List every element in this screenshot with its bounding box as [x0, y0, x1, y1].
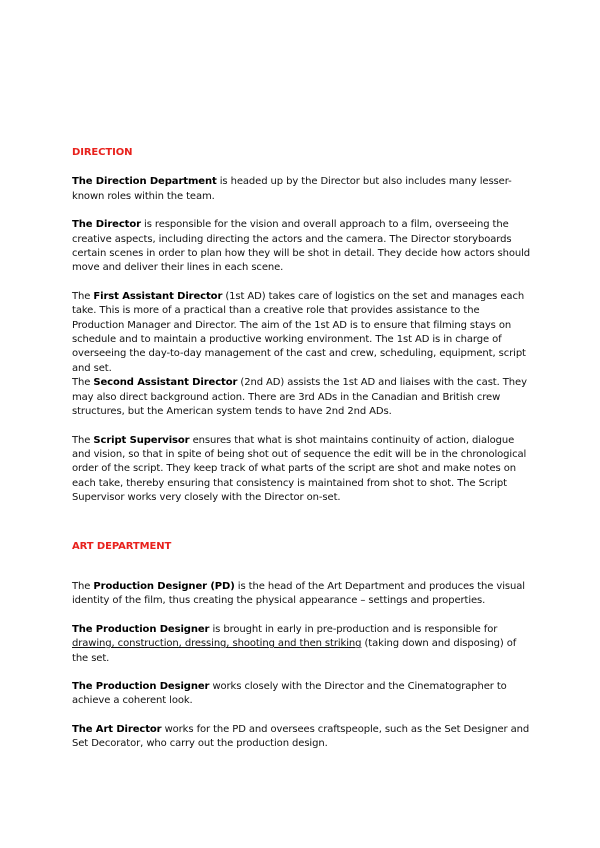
underlined-phrase: drawing, construction, dressing, shooting and then striking	[72, 638, 362, 650]
production-designer-paragraph-3: The Production Designer works closely with the Director and the Cinematographer to achieve a coherent look.	[72, 680, 507, 707]
director-paragraph: The Director is responsible for the vision and overall approach to a film, overseeing the creative aspects, including directing the actors and the camera. The Director storyboards certain scenes in order to plan how they will be shot in detail. They decide how actors should move and deliver their lines in each scene.	[72, 219, 531, 274]
production-designer-paragraph-2: The Production Designer is brought in early in pre-production and is responsible for drawing, construction, dressing, shooting and then striking (taking down and disposing) of the set.	[72, 623, 517, 664]
document-body	[72, 146, 532, 752]
art-department-heading: ART DEPARTMENT	[72, 540, 172, 552]
direction-paragraph-1: The Direction Department is headed up by the Director but also includes many lesser-known roles within the team.	[72, 176, 512, 202]
second-ad-paragraph: The Second Assistant Director (2nd AD) assists the 1st AD and liaises with the cast. They may also direct background action. There are 3rd ADs in the Canadian and British crew structures, but the American system tends to have 2nd 2nd ADs.	[72, 377, 527, 418]
script-supervisor-paragraph: The Script Supervisor ensures that what is shot maintains continuity of action, dialogue and vision, so that in spite of being shot out of sequence the edit will be in the chronological order of the script. They keep track of what parts of the script are shot and make notes on each take, thereby ensuring that consistency is maintained from shot to shot. The Script Supervisor works very closely with the Director on-set.	[72, 434, 527, 504]
art-director-paragraph: The Art Director works for the PD and oversees craftspeople, such as the Set Designer and Set Decorator, who carry out the production design.	[72, 723, 530, 750]
direction-heading: DIRECTION	[72, 147, 133, 158]
first-ad-paragraph: The First Assistant Director (1st AD) takes care of logistics on the set and manages each take. This is more of a practical than a creative role that provides assistance to the Production Manager and Director. The aim of the 1st AD is to ensure that filming stays on schedule and to maintain a productive working environment. The 1st AD is in charge of overseeing the day-to-day management of the cast and crew, scheduling, equipment, script and set.	[72, 290, 526, 374]
production-designer-paragraph-1: The Production Designer (PD) is the head of the Art Department and produces the visual identity of the film, thus creating the physical appearance – settings and properties.	[72, 580, 525, 607]
